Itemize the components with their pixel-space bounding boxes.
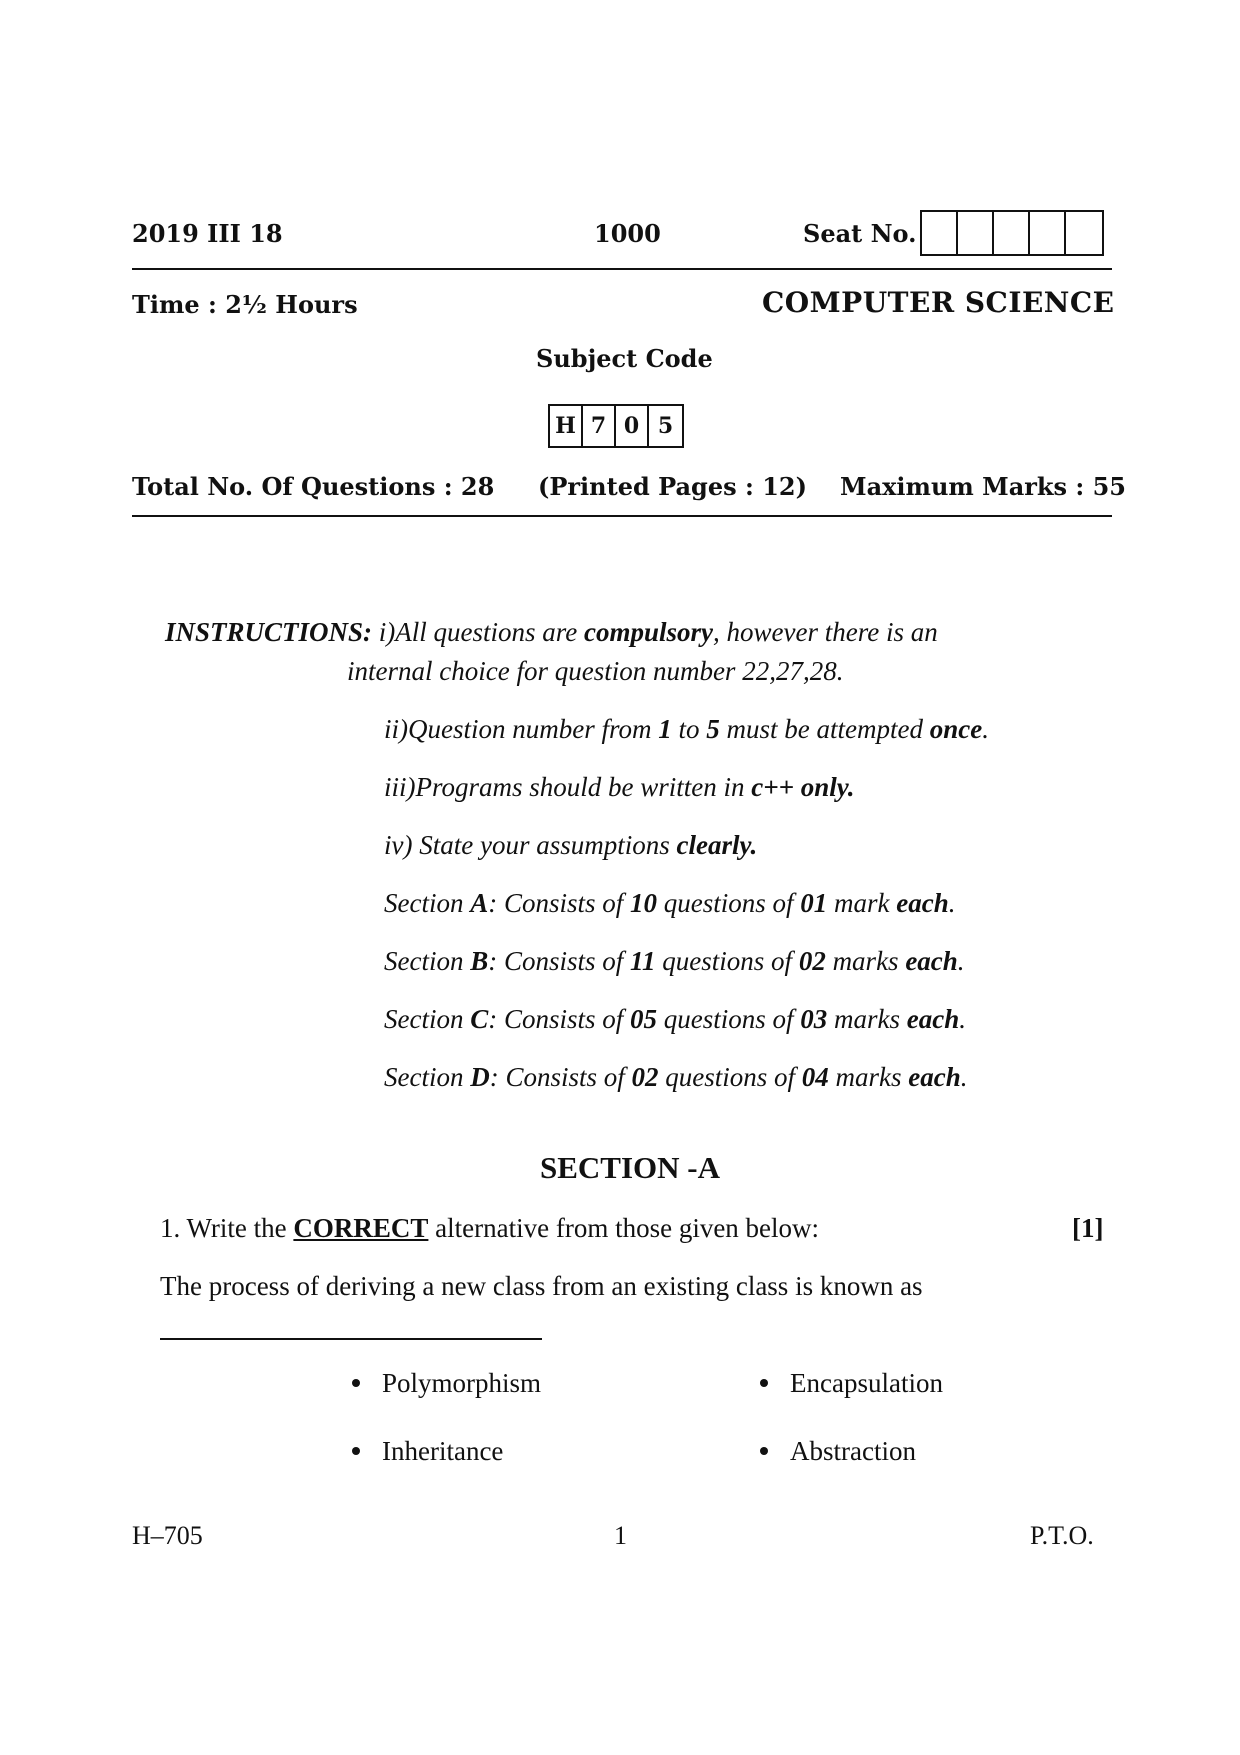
section-text: Section bbox=[384, 1062, 471, 1092]
option-abstraction[interactable] bbox=[760, 1436, 916, 1467]
instruction-section-c bbox=[384, 1004, 966, 1035]
instruction-text: . bbox=[982, 714, 989, 744]
question-emphasis: CORRECT bbox=[293, 1213, 429, 1243]
section-text: marks bbox=[827, 1004, 907, 1034]
question-1 bbox=[160, 1213, 819, 1244]
seat-box[interactable] bbox=[994, 212, 1030, 254]
section-text: : Consists of bbox=[488, 888, 631, 918]
total-questions: Total No. Of Questions : 28 bbox=[132, 472, 495, 501]
option-encapsulation[interactable] bbox=[760, 1368, 943, 1399]
section-text: marks bbox=[825, 946, 906, 976]
instruction-i bbox=[165, 617, 938, 648]
section-count: 05 bbox=[630, 1004, 658, 1034]
subject-title: COMPUTER SCIENCE bbox=[762, 286, 1115, 319]
header-bottom-divider bbox=[132, 515, 1112, 517]
bullet-icon bbox=[760, 1379, 768, 1387]
pto-label: P.T.O. bbox=[1030, 1521, 1094, 1550]
section-text: Section bbox=[384, 946, 471, 976]
seat-label: Seat No. bbox=[803, 219, 917, 248]
copies-count: 1000 bbox=[594, 219, 661, 248]
maximum-marks: Maximum Marks : 55 bbox=[840, 472, 1127, 501]
instruction-iv bbox=[384, 830, 757, 861]
section-marks: 03 bbox=[800, 1004, 828, 1034]
section-letter: D bbox=[470, 1062, 490, 1092]
section-text: . bbox=[948, 888, 956, 918]
subject-code-char: 0 bbox=[616, 406, 649, 446]
section-text: mark bbox=[827, 888, 897, 918]
instruction-emphasis: once bbox=[929, 714, 983, 744]
question-1-marks: [1] bbox=[1072, 1213, 1104, 1243]
section-count: 11 bbox=[630, 946, 656, 976]
question-text: 1. Write the bbox=[160, 1213, 294, 1243]
answer-blank[interactable] bbox=[160, 1338, 542, 1340]
bullet-icon bbox=[352, 1447, 360, 1455]
instructions-label: INSTRUCTIONS: bbox=[165, 617, 373, 647]
section-text: : Consists of bbox=[489, 1062, 632, 1092]
instruction-section-d bbox=[384, 1062, 968, 1093]
section-marks: 02 bbox=[798, 946, 826, 976]
section-text: Section bbox=[384, 1004, 471, 1034]
option-label: Abstraction bbox=[790, 1436, 916, 1466]
section-each: each bbox=[896, 888, 949, 918]
option-label: Inheritance bbox=[382, 1436, 504, 1466]
section-text: Section bbox=[384, 888, 471, 918]
bullet-icon bbox=[352, 1379, 360, 1387]
subject-code-char: 5 bbox=[657, 413, 674, 439]
instruction-text: i)All questions are bbox=[372, 617, 585, 647]
section-letter: B bbox=[470, 946, 489, 976]
seat-number-boxes[interactable] bbox=[920, 210, 1104, 256]
section-a-title: SECTION -A bbox=[540, 1150, 721, 1185]
section-text: . bbox=[959, 1004, 967, 1034]
question-text: alternative from those given below: bbox=[428, 1213, 820, 1243]
section-text: marks bbox=[828, 1062, 909, 1092]
section-text: . bbox=[957, 946, 965, 976]
section-letter: A bbox=[470, 888, 489, 918]
instruction-section-a bbox=[384, 888, 956, 919]
page-number: 1 bbox=[614, 1521, 627, 1550]
subject-code-boxes bbox=[548, 404, 684, 448]
option-inheritance[interactable] bbox=[352, 1436, 503, 1467]
instruction-text: to bbox=[671, 714, 707, 744]
section-count: 02 bbox=[631, 1062, 659, 1092]
exam-time: Time : 2½ Hours bbox=[132, 290, 358, 319]
instruction-text: must be attempted bbox=[719, 714, 930, 744]
question-1-text: The process of deriving a new class from an existing class is known as bbox=[160, 1271, 923, 1301]
section-text: : Consists of bbox=[488, 946, 631, 976]
option-label: Encapsulation bbox=[790, 1368, 943, 1398]
seat-box[interactable] bbox=[1030, 212, 1066, 254]
instruction-text: internal choice for question number 22,27,28. bbox=[347, 656, 844, 686]
instruction-section-b bbox=[384, 946, 965, 977]
instruction-emphasis: clearly. bbox=[676, 830, 758, 860]
seat-box[interactable] bbox=[1066, 212, 1102, 254]
instruction-emphasis: 5 bbox=[706, 714, 720, 744]
exam-code: 2019 III 18 bbox=[132, 219, 283, 248]
printed-pages: (Printed Pages : 12) bbox=[538, 472, 807, 501]
section-each: each bbox=[906, 1004, 960, 1034]
section-count: 10 bbox=[630, 888, 658, 918]
section-marks: 04 bbox=[801, 1062, 829, 1092]
section-letter: C bbox=[470, 1004, 489, 1034]
section-text: . bbox=[960, 1062, 968, 1092]
instruction-text: iii)Programs should be written in bbox=[384, 772, 752, 802]
section-text: : Consists of bbox=[488, 1004, 631, 1034]
instruction-emphasis: 1 bbox=[658, 714, 672, 744]
seat-box[interactable] bbox=[922, 212, 958, 254]
instruction-ii bbox=[384, 714, 989, 745]
instruction-text: , however there is an bbox=[713, 617, 938, 647]
subject-code-char: H bbox=[550, 406, 583, 446]
instruction-i-line2 bbox=[347, 656, 843, 687]
instruction-iii bbox=[384, 772, 855, 803]
bullet-icon bbox=[760, 1447, 768, 1455]
subject-code-label: Subject Code bbox=[536, 344, 713, 373]
footer-code: H–705 bbox=[132, 1521, 203, 1550]
section-text: questions of bbox=[658, 1062, 802, 1092]
seat-box[interactable] bbox=[958, 212, 994, 254]
instruction-emphasis: c++ only. bbox=[751, 772, 855, 802]
section-text: questions of bbox=[657, 1004, 801, 1034]
subject-code-char: 7 bbox=[583, 406, 616, 446]
option-label: Polymorphism bbox=[382, 1368, 542, 1398]
section-text: questions of bbox=[655, 946, 799, 976]
section-each: each bbox=[908, 1062, 961, 1092]
option-polymorphism[interactable] bbox=[352, 1368, 541, 1399]
section-marks: 01 bbox=[800, 888, 828, 918]
instruction-text: ii)Question number from bbox=[384, 714, 659, 744]
instruction-emphasis: compulsory bbox=[584, 617, 714, 647]
header-divider bbox=[132, 268, 1112, 270]
section-each: each bbox=[905, 946, 958, 976]
instruction-text: iv) State your assumptions bbox=[384, 830, 677, 860]
section-text: questions of bbox=[657, 888, 801, 918]
